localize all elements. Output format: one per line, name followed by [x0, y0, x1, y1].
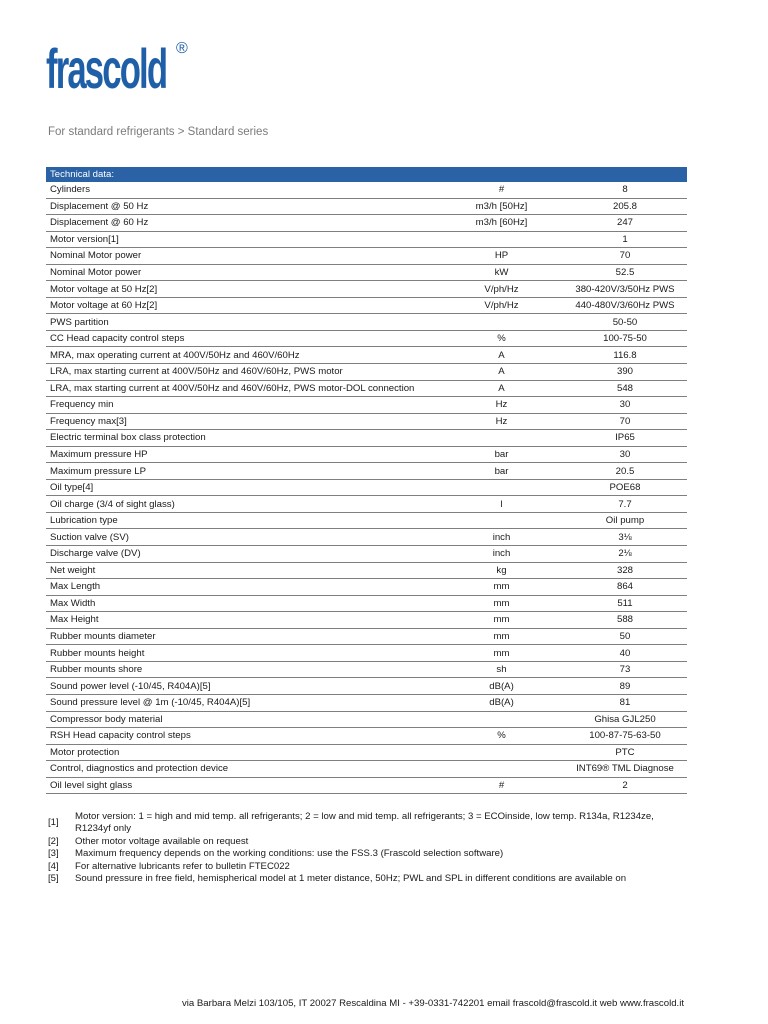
table-row [46, 215, 687, 232]
row-value: 328 [563, 562, 687, 579]
row-label: PWS partition [46, 314, 440, 331]
footnote-ref: [2] [48, 835, 59, 847]
row-unit [440, 761, 563, 778]
footer-contact: via Barbara Melzi 103/105, IT 20027 Rescaldina MI - +39-0331-742201 email frascold@frascold.it web www.frascold.it [181, 998, 684, 1009]
row-label: Nominal Motor power [46, 248, 440, 265]
table-row [46, 314, 687, 331]
row-unit: Hz [440, 397, 563, 414]
table-body [46, 182, 687, 794]
row-value: 2 [563, 777, 687, 794]
table-row [46, 182, 687, 198]
row-value: 205.8 [563, 198, 687, 215]
row-value: 2⅛ [563, 546, 687, 563]
row-value: 7.7 [563, 496, 687, 513]
row-value: 40 [563, 645, 687, 662]
row-unit: % [440, 330, 563, 347]
row-label: Displacement @ 50 Hz [46, 198, 440, 215]
footnote [48, 873, 688, 885]
row-unit: l [440, 496, 563, 513]
row-value: 50 [563, 628, 687, 645]
row-unit: mm [440, 579, 563, 596]
frascold-logo [46, 37, 196, 100]
row-unit: V/ph/Hz [440, 297, 563, 314]
table-row [46, 397, 687, 414]
row-unit [440, 744, 563, 761]
row-unit [440, 314, 563, 331]
row-label: Rubber mounts diameter [46, 628, 440, 645]
row-label: Sound power level (-10/45, R404A)[5] [46, 678, 440, 695]
registered-mark: ® [176, 40, 188, 57]
table-row [46, 463, 687, 480]
footnote-text: Sound pressure in free field, hemispherical model at 1 meter distance, 50Hz; PWL and SPL in different conditions are available on [75, 873, 627, 884]
row-value: 116.8 [563, 347, 687, 364]
footnote-ref: [4] [48, 860, 59, 872]
row-unit: Hz [440, 413, 563, 430]
row-label: Nominal Motor power [46, 264, 440, 281]
table-row [46, 496, 687, 513]
row-unit [440, 711, 563, 728]
row-label: Oil type[4] [46, 479, 440, 496]
row-unit: A [440, 364, 563, 381]
row-unit: V/ph/Hz [440, 281, 563, 298]
table-row [46, 777, 687, 794]
row-label: Compressor body material [46, 711, 440, 728]
row-value: 73 [563, 661, 687, 678]
row-label: Displacement @ 60 Hz [46, 215, 440, 232]
row-unit: % [440, 728, 563, 745]
table-row [46, 198, 687, 215]
row-value: 247 [563, 215, 687, 232]
row-label: Sound pressure level @ 1m (-10/45, R404A)[5] [46, 694, 440, 711]
row-value: 20.5 [563, 463, 687, 480]
table-row [46, 744, 687, 761]
row-unit: m3/h [50Hz] [440, 198, 563, 215]
table-row [46, 761, 687, 778]
footnote-text: For alternative lubricants refer to bulletin FTEC022 [75, 860, 290, 872]
footnotes [48, 811, 688, 886]
table-row [46, 694, 687, 711]
table-row [46, 248, 687, 265]
row-value: Ghisa GJL250 [563, 711, 687, 728]
table-row [46, 430, 687, 447]
table-row [46, 579, 687, 596]
footnote-text: Maximum frequency depends on the working conditions: use the FSS.3 (Frascold selection software) [75, 848, 504, 859]
table-row [46, 529, 687, 546]
row-unit: m3/h [60Hz] [440, 215, 563, 232]
row-unit: inch [440, 546, 563, 563]
row-label: CC Head capacity control steps [46, 330, 440, 347]
row-label: Motor voltage at 60 Hz[2] [46, 297, 440, 314]
row-unit [440, 479, 563, 496]
footnote-ref: [3] [48, 848, 59, 859]
row-unit: HP [440, 248, 563, 265]
table-row [46, 728, 687, 745]
table-header: Technical data: [46, 167, 687, 182]
row-value: 81 [563, 694, 687, 711]
row-label: Maximum pressure LP [46, 463, 440, 480]
table-row [46, 364, 687, 381]
technical-data-table [46, 167, 687, 794]
row-value: Oil pump [563, 512, 687, 529]
row-label: Frequency max[3] [46, 413, 440, 430]
row-label: Suction valve (SV) [46, 529, 440, 546]
footnote [48, 811, 688, 835]
row-label: Motor protection [46, 744, 440, 761]
table-row [46, 546, 687, 563]
row-value: 1 [563, 231, 687, 248]
table-row [46, 231, 687, 248]
row-label: Oil level sight glass [46, 777, 440, 794]
row-label: Motor version[1] [46, 231, 440, 248]
table-row [46, 380, 687, 397]
row-value: 50-50 [563, 314, 687, 331]
table-row [46, 512, 687, 529]
row-value: 588 [563, 612, 687, 629]
row-value: INT69® TML Diagnose [563, 761, 687, 778]
row-label: Net weight [46, 562, 440, 579]
row-label: Electric terminal box class protection [46, 430, 440, 447]
row-label: Frequency min [46, 397, 440, 414]
footnote [48, 836, 688, 848]
row-value: 89 [563, 678, 687, 695]
table-row [46, 330, 687, 347]
row-label: Discharge valve (DV) [46, 546, 440, 563]
footnote [48, 861, 688, 873]
table-row [46, 711, 687, 728]
table-row [46, 612, 687, 629]
row-unit: mm [440, 645, 563, 662]
row-unit: kg [440, 562, 563, 579]
row-label: Control, diagnostics and protection device [46, 761, 440, 778]
footnote-ref: [5] [48, 873, 59, 884]
row-label: Oil charge (3/4 of sight glass) [46, 496, 440, 513]
row-value: 100-87-75-63-50 [563, 728, 687, 745]
table-row [46, 413, 687, 430]
row-value: 30 [563, 397, 687, 414]
footnote-ref: [1] [48, 817, 59, 828]
row-unit: bar [440, 446, 563, 463]
footnote [48, 848, 688, 860]
row-value: 548 [563, 380, 687, 397]
row-label: Rubber mounts shore [46, 661, 440, 678]
breadcrumb: For standard refrigerants > Standard series [48, 126, 269, 138]
table-row [46, 661, 687, 678]
footnote-text: Other motor voltage available on request [75, 835, 249, 847]
row-unit: inch [440, 529, 563, 546]
row-value: 380-420V/3/50Hz PWS [563, 281, 687, 298]
footnote-text: Motor version: 1 = high and mid temp. all refrigerants; 2 = low and mid temp. all refrigerants; 3 = ECOinside, low temp. R134a, R1234ze, R1234yf only [75, 811, 654, 834]
table-row [46, 347, 687, 364]
logo-wordmark: frascold [46, 37, 167, 100]
row-value: 8 [563, 182, 687, 198]
row-label: Lubrication type [46, 512, 440, 529]
row-unit: mm [440, 628, 563, 645]
row-label: LRA, max starting current at 400V/50Hz and 460V/60Hz, PWS motor-DOL connection [46, 380, 440, 397]
table-row [46, 297, 687, 314]
row-value: 70 [563, 248, 687, 265]
row-label: MRA, max operating current at 400V/50Hz and 460V/60Hz [46, 347, 440, 364]
row-unit: A [440, 380, 563, 397]
row-unit: mm [440, 612, 563, 629]
row-value: IP65 [563, 430, 687, 447]
row-label: RSH Head capacity control steps [46, 728, 440, 745]
table-row [46, 479, 687, 496]
table-row [46, 264, 687, 281]
row-unit [440, 512, 563, 529]
row-value: 511 [563, 595, 687, 612]
row-unit: dB(A) [440, 694, 563, 711]
table-header-row [46, 167, 687, 182]
row-unit: A [440, 347, 563, 364]
table-row [46, 595, 687, 612]
table-row [46, 628, 687, 645]
row-unit: mm [440, 595, 563, 612]
row-value: PTC [563, 744, 687, 761]
table-row [46, 281, 687, 298]
row-value: 30 [563, 446, 687, 463]
row-value: 70 [563, 413, 687, 430]
row-label: Max Length [46, 579, 440, 596]
row-unit: # [440, 182, 563, 198]
row-label: LRA, max starting current at 400V/50Hz and 460V/60Hz, PWS motor [46, 364, 440, 381]
row-value: 864 [563, 579, 687, 596]
row-value: 52.5 [563, 264, 687, 281]
row-label: Maximum pressure HP [46, 446, 440, 463]
row-label: Max Width [46, 595, 440, 612]
row-value: 3⅛ [563, 529, 687, 546]
row-unit: # [440, 777, 563, 794]
row-value: 440-480V/3/60Hz PWS [563, 297, 687, 314]
table-row [46, 562, 687, 579]
row-value: 100-75-50 [563, 330, 687, 347]
row-unit [440, 430, 563, 447]
row-unit [440, 231, 563, 248]
table-row [46, 645, 687, 662]
row-label: Motor voltage at 50 Hz[2] [46, 281, 440, 298]
row-label: Cylinders [46, 182, 440, 198]
row-unit: sh [440, 661, 563, 678]
table-row [46, 446, 687, 463]
table-row [46, 678, 687, 695]
row-label: Max Height [46, 612, 440, 629]
row-unit: kW [440, 264, 563, 281]
row-unit: dB(A) [440, 678, 563, 695]
row-label: Rubber mounts height [46, 645, 440, 662]
row-unit: bar [440, 463, 563, 480]
row-value: POE68 [563, 479, 687, 496]
row-value: 390 [563, 364, 687, 381]
